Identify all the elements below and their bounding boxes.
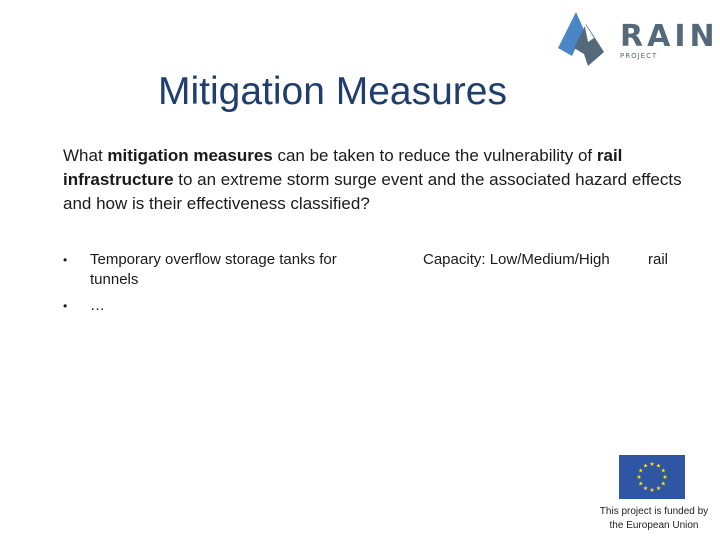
bullet-text: Temporary overflow storage tanks for tunnels <box>90 251 337 288</box>
logo-subtitle: PROJECT <box>620 52 658 60</box>
logo-wordmark: RAIN <box>620 19 719 54</box>
question-text <box>63 144 693 216</box>
rain-project-logo <box>554 8 718 66</box>
eu-flag-icon <box>619 455 685 499</box>
list-item <box>63 250 383 290</box>
bullet-icon: • <box>63 299 68 313</box>
question-run: to an extreme storm surge event and the associated hazard effects and how is their effectiveness classified? <box>63 170 682 213</box>
list-item <box>63 296 383 316</box>
eu-star <box>656 486 661 490</box>
eu-star <box>661 468 666 472</box>
question-run: What <box>63 146 108 165</box>
capacity-label: Capacity: Low/Medium/High <box>423 251 610 268</box>
eu-star <box>656 463 661 467</box>
eu-star <box>663 475 668 479</box>
eu-star <box>643 486 648 490</box>
eu-star <box>661 481 666 485</box>
bullet-icon: • <box>63 253 68 267</box>
eu-star <box>637 475 642 479</box>
funding-notice: This project is funded by the European Union <box>599 506 709 531</box>
rail-tag: rail <box>648 251 669 268</box>
eu-star <box>650 488 655 492</box>
eu-stars <box>619 455 685 499</box>
eu-star <box>650 462 655 466</box>
eu-star <box>638 481 643 485</box>
question-emphasis: mitigation measures <box>107 146 273 165</box>
eu-star <box>643 463 648 467</box>
question-emphasis: rail infrastructure <box>63 146 623 189</box>
question-run: can be taken to reduce the vulnerability of <box>272 146 597 165</box>
bullet-list <box>63 250 383 322</box>
rain-logo-icon <box>554 8 614 66</box>
slide-title: Mitigation Measures <box>158 70 507 113</box>
bullet-text: … <box>90 297 105 314</box>
eu-star <box>638 468 643 472</box>
